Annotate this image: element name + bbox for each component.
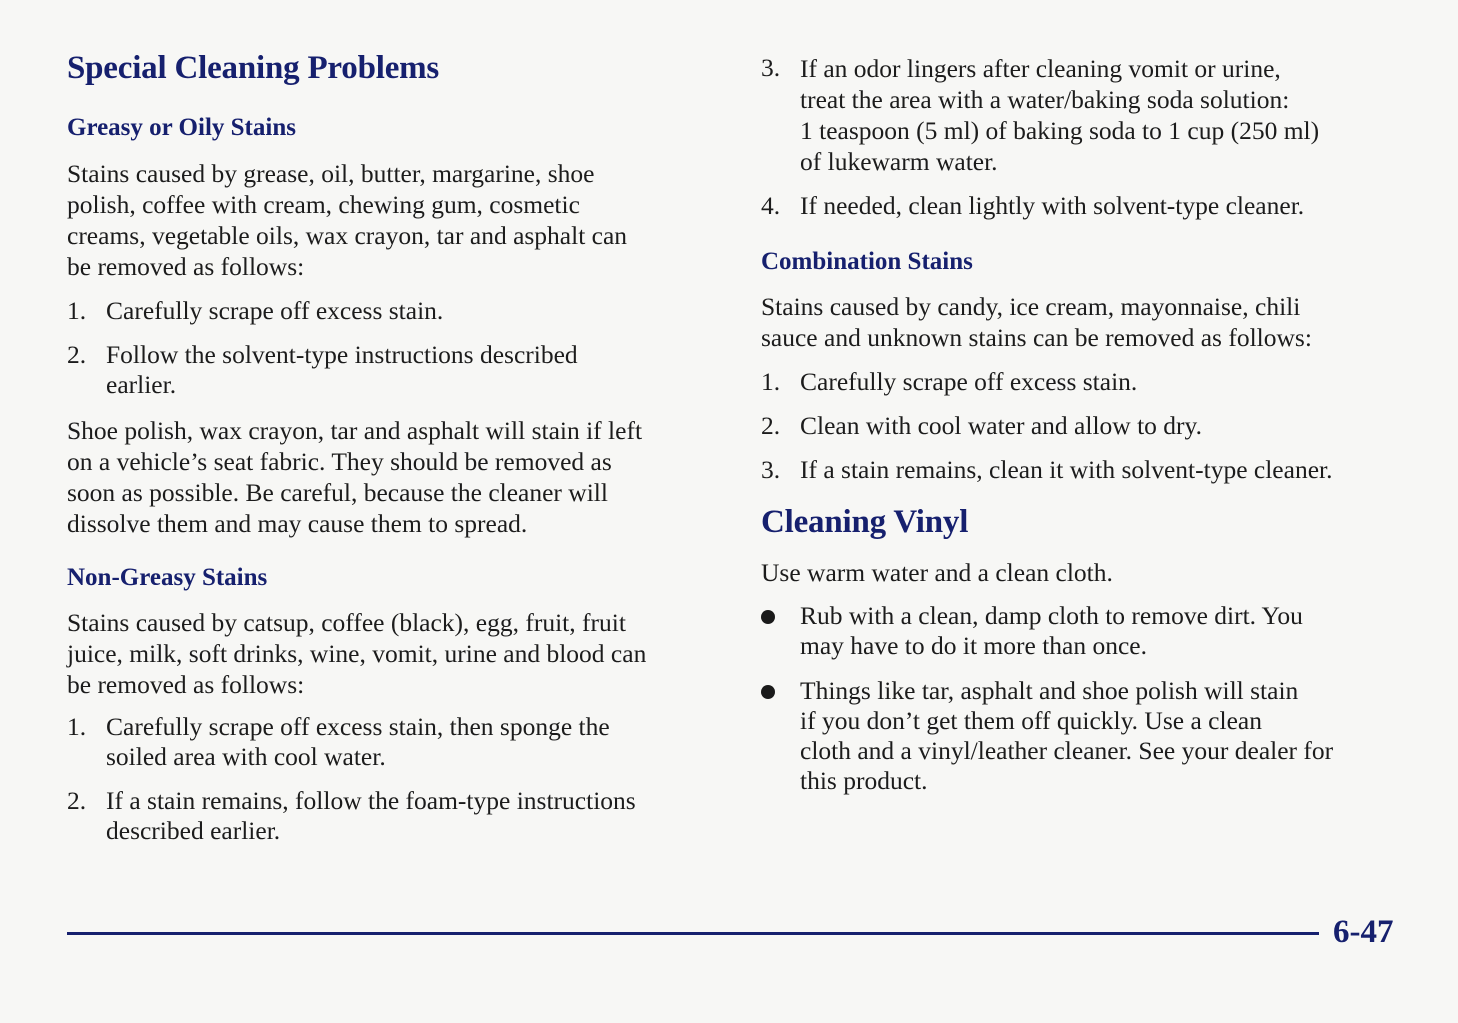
text-line: If an odor lingers after cleaning vomit or urine, <box>800 54 1281 83</box>
text-line: Carefully scrape off excess stain, then sponge the <box>106 712 610 741</box>
heading-non-greasy-stains: Non-Greasy Stains <box>67 564 268 591</box>
section-title-cleaning-vinyl: Cleaning Vinyl <box>761 504 969 540</box>
bullet-icon <box>761 685 775 699</box>
list-number: 1. <box>761 367 781 396</box>
heading-combination-stains: Combination Stains <box>761 248 973 275</box>
list-text <box>106 786 636 846</box>
list-item <box>67 296 707 326</box>
list-item <box>67 340 707 400</box>
text-line: Stains caused by grease, oil, butter, margarine, shoe <box>67 159 595 188</box>
list-item <box>761 191 1401 221</box>
text-line: be removed as follows: <box>67 670 305 699</box>
list-number: 2. <box>67 786 87 815</box>
bullet-item <box>761 601 1401 661</box>
text-line: Follow the solvent-type instructions described <box>106 340 578 369</box>
list-item <box>761 367 1401 397</box>
list-text <box>800 601 1303 661</box>
footer-rule <box>67 932 1319 935</box>
text-line: may have to do it more than once. <box>800 631 1147 660</box>
list-text <box>106 296 443 326</box>
list-text <box>106 340 578 400</box>
text-line: Rub with a clean, damp cloth to remove dirt. You <box>800 601 1303 630</box>
list-text <box>800 455 1332 485</box>
list-text <box>800 367 1137 397</box>
list-number: 3. <box>761 455 781 484</box>
text-line: Clean with cool water and allow to dry. <box>800 411 1202 440</box>
text-line: of lukewarm water. <box>800 147 998 176</box>
vinyl-intro-paragraph <box>761 557 1113 588</box>
list-number: 1. <box>67 712 87 741</box>
text-line: Stains caused by candy, ice cream, mayonnaise, chili <box>761 292 1301 321</box>
list-item <box>761 411 1401 441</box>
text-line: Things like tar, asphalt and shoe polish will stain <box>800 676 1299 705</box>
text-line: soon as possible. Be careful, because the cleaner will <box>67 478 608 507</box>
list-item <box>761 53 1401 176</box>
text-line: 1 teaspoon (5 ml) of baking soda to 1 cup (250 ml) <box>800 116 1320 145</box>
list-number: 4. <box>761 191 781 220</box>
text-line: Carefully scrape off excess stain. <box>106 296 444 325</box>
text-line: soiled area with cool water. <box>106 742 386 771</box>
text-line: polish, coffee with cream, chewing gum, cosmetic <box>67 190 580 219</box>
text-line: If needed, clean lightly with solvent-type cleaner. <box>800 191 1305 220</box>
list-item <box>761 455 1401 485</box>
list-item <box>67 712 707 772</box>
greasy-intro-paragraph <box>67 158 627 282</box>
text-line: sauce and unknown stains can be removed as follows: <box>761 323 1312 352</box>
text-line: treat the area with a water/baking soda solution: <box>800 85 1290 114</box>
text-line: be removed as follows: <box>67 252 305 281</box>
list-text <box>800 411 1202 441</box>
bullet-item <box>761 676 1401 796</box>
text-line: described earlier. <box>106 816 281 845</box>
list-number: 1. <box>67 296 87 325</box>
text-line: Carefully scrape off excess stain. <box>800 367 1138 396</box>
text-line: juice, milk, soft drinks, wine, vomit, urine and blood can <box>67 639 647 668</box>
text-line: dissolve them and may cause them to spread. <box>67 509 528 538</box>
text-line: creams, vegetable oils, wax crayon, tar and asphalt can <box>67 221 628 250</box>
greasy-note-paragraph <box>67 415 642 539</box>
list-text <box>106 712 610 772</box>
non-greasy-intro-paragraph <box>67 607 646 700</box>
list-text <box>800 191 1304 221</box>
list-number: 3. <box>761 53 781 82</box>
text-line: If a stain remains, follow the foam-type instructions <box>106 786 636 815</box>
text-line: cloth and a vinyl/leather cleaner. See your dealer for <box>800 736 1334 765</box>
section-title-special-cleaning: Special Cleaning Problems <box>67 50 440 86</box>
list-number: 2. <box>761 411 781 440</box>
combination-intro-paragraph <box>761 291 1312 353</box>
text-line: Shoe polish, wax crayon, tar and asphalt will stain if left <box>67 416 643 445</box>
list-item <box>67 786 707 846</box>
text-line: on a vehicle’s seat fabric. They should be removed as <box>67 447 612 476</box>
list-text <box>800 53 1319 177</box>
text-line: this product. <box>800 766 928 795</box>
text-line: If a stain remains, clean it with solvent-type cleaner. <box>800 455 1333 484</box>
text-line: if you don’t get them off quickly. Use a clean <box>800 706 1262 735</box>
list-number: 2. <box>67 340 87 369</box>
bullet-icon <box>761 610 775 624</box>
heading-greasy-stains: Greasy or Oily Stains <box>67 114 296 141</box>
text-line: Stains caused by catsup, coffee (black), egg, fruit, fruit <box>67 608 626 637</box>
page-number: 6-47 <box>1333 914 1394 950</box>
list-text <box>800 676 1333 796</box>
text-line: earlier. <box>106 370 177 399</box>
text-line: Use warm water and a clean cloth. <box>761 558 1113 587</box>
